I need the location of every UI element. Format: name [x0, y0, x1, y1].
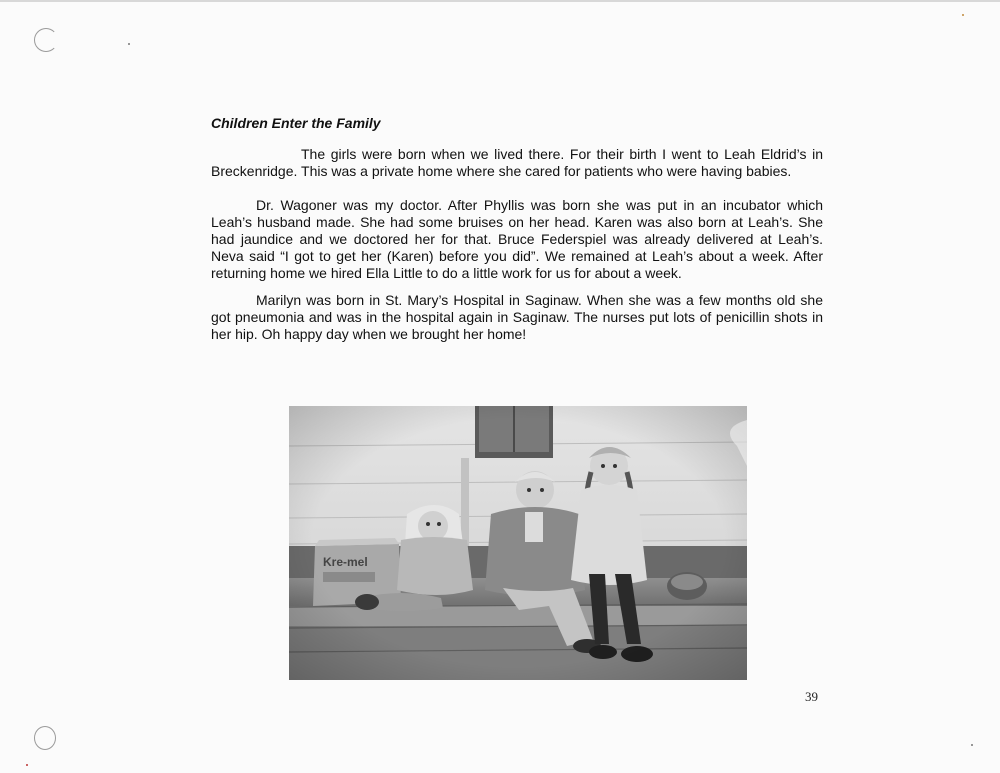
page-number: 39: [805, 689, 818, 704]
binder-hole-top: [34, 28, 58, 52]
scan-speck: [26, 764, 28, 766]
page-top-edge: [0, 0, 1000, 2]
paragraph: Dr. Wagoner was my doctor. After Phyllis was born she was put in an incubator which Leah’s husband made. She had some bruises on her head. Karen was also born at Leah’s. She had jaundice and we doctored her for that. Bruce Federspiel was already delivered at Leah’s. Neva said “I got to get her (Karen) before you did”. We remained at Leah’s about a week. After returning home we hired Ella Little to do a little work for us for about a week.: [211, 197, 823, 281]
section-heading: Children Enter the Family: [211, 115, 381, 131]
paragraph: Marilyn was born in St. Mary’s Hospital in Saginaw. When she was a few months old she got pneumonia and was in the hospital again in Saginaw. The nurses put lots of penicillin shots in her hip. Oh happy day when we brought her home!: [211, 292, 823, 342]
scan-speck: [962, 14, 964, 16]
scan-speck: [128, 43, 130, 45]
family-photo: [289, 406, 747, 680]
family-photo-illustration: [289, 406, 747, 680]
paragraph: The girls were born when we lived there. For their birth I went to Leah Eldrid’s in Breckenridge. This was a private home where she cared for patients who were having babies.: [211, 146, 823, 179]
document-body: [211, 114, 823, 343]
binder-hole-bottom: [34, 726, 56, 750]
scan-speck: [971, 744, 973, 746]
